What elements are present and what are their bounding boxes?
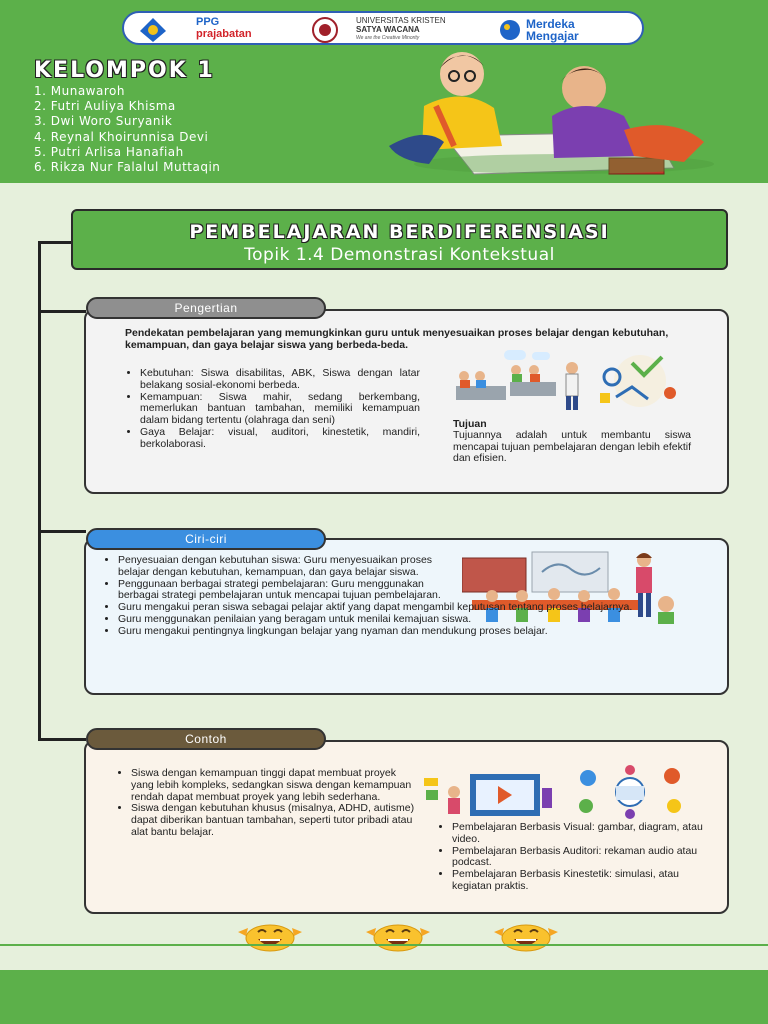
pengertian-definition: Pendekatan pembelajaran yang memungkinkan guru untuk menyesuaikan proses belajar dengan kebutuhan, kemampuan, dan gaya belajar siswa yang berbeda-beda. [125,327,669,351]
member-item: 2. Futri Auliya Khisma [34,99,176,114]
uksw-tagline: We are the Creative Minority [356,35,420,41]
uksw-seal [310,16,340,44]
group-title: KELOMPOK 1 [34,58,215,83]
prajabatan-text: prajabatan [196,28,252,40]
title-banner [71,209,728,270]
media-learning-illustration [572,764,690,820]
uksw-logo [356,16,446,44]
learning-icons-illustration [592,353,688,409]
ppg-logo [196,16,252,44]
list-item: • Siswa dengan kebutuhan khusus (misalnya, ADHD, autisme) dapat diberikan bantuan tambahan, seperti tutor pribadi atau alat bantu belajar. [131,803,415,838]
laughing-emoji-icon [234,922,306,952]
kids-studying-illustration [384,46,714,180]
pengertian-label: Pengertian [86,297,326,319]
divider [0,944,768,946]
member-item: 6. Rikza Nur Falalul Muttaqin [34,159,221,174]
tujuan-title: Tujuan [453,418,487,430]
list-item: • Pembelajaran Berbasis Kinestetik: simulasi, atau kegiatan praktis. [452,869,706,893]
visual-learning-illustration [420,768,555,818]
ciri-list [102,555,702,638]
footer-band [0,970,768,1024]
header-banner [0,0,768,183]
list-item: • Pembelajaran Berbasis Visual: gambar, diagram, atau video. [452,822,706,846]
page-title: PEMBELAJARAN BERDIFERENSIASI [189,221,610,243]
ppg-text: PPG [196,16,220,28]
connector-branch [38,241,72,244]
merdeka-logo [498,16,579,44]
connector-branch [38,738,86,741]
member-item: 1. Munawaroh [34,84,125,98]
contoh-label: Contoh [86,728,326,750]
list-item: • Gaya Belajar: visual, auditori, kinestetik, mandiri, berkolaborasi. [140,427,420,451]
connector-branch [38,310,86,313]
ciri-label: Ciri-ciri [86,528,326,550]
member-list [34,84,220,175]
list-item: • Kemampuan: Siswa mahir, sedang berkembang, memerlukan bantuan tambahan, memiliki kemampuan dalam bidang tertentu (olahraga dan seni) [140,392,420,427]
member-item: 3. Dwi Woro Suryanik [34,114,173,129]
merdeka-line1: Merdeka [526,17,575,31]
classroom-illustration [446,350,588,412]
uksw-seal-icon [310,16,340,44]
uksw-line2: SATYA WACANA [356,25,420,34]
list-item: • Penggunaan berbagai strategi pembelajaran: Guru menggunakan berbagai strategi pembelajaran untuk mencapai tujuan pembelajaran. [118,579,450,603]
laughing-emoji-icon [490,922,562,952]
member-item: 4. Reynal Khoirunnisa Devi [34,129,209,144]
list-item: • Guru mengakui peran siswa sebagai pelajar aktif yang dapat mengambil keputusan tentang proses belajarnya. [118,602,702,614]
tut-wuri-logo [138,16,168,44]
laughing-emoji-icon [362,922,434,952]
connector-branch [38,530,86,533]
list-item: • Guru mengakui pentingnya lingkungan belajar yang nyaman dan mendukung proses belajar. [118,626,702,638]
member-item: 5. Putri Arlisa Hanafiah [34,144,184,159]
logo-bar [122,11,644,45]
connector-line [38,241,41,741]
list-item: • Guru menggunakan penilaian yang beragam untuk menilai kemajuan siswa. [118,614,702,626]
pengertian-list [124,368,420,451]
merdeka-icon [498,18,522,42]
merdeka-line2: Mengajar [526,29,579,43]
tut-wuri-icon [138,17,168,43]
list-item: • Siswa dengan kemampuan tinggi dapat membuat proyek yang lebih kompleks, sedangkan siswa dengan kemampuan rendah dapat membuat proyek yang lebih sederhana. [131,768,415,803]
contoh-left-list [115,768,415,839]
page-subtitle: Topik 1.4 Demonstrasi Kontekstual [244,245,555,265]
contoh-right-list [436,822,706,893]
list-item: • Kebutuhan: Siswa disabilitas, ABK, Siswa dengan latar belakang sosial-ekonomi berbeda. [140,368,420,392]
tujuan-text: Tujuannya adalah untuk membantu siswa mencapai tujuan pembelajaran dengan lebih efektif dan efisien. [453,429,691,464]
list-item: • Pembelajaran Berbasis Auditori: rekaman audio atau podcast. [452,846,706,870]
list-item: • Penyesuaian dengan kebutuhan siswa: Guru menyesuaikan proses belajar dengan kebutuhan, kemampuan, dan gaya belajar siswa. [118,555,450,579]
uksw-line1: UNIVERSITAS KRISTEN [356,16,446,25]
